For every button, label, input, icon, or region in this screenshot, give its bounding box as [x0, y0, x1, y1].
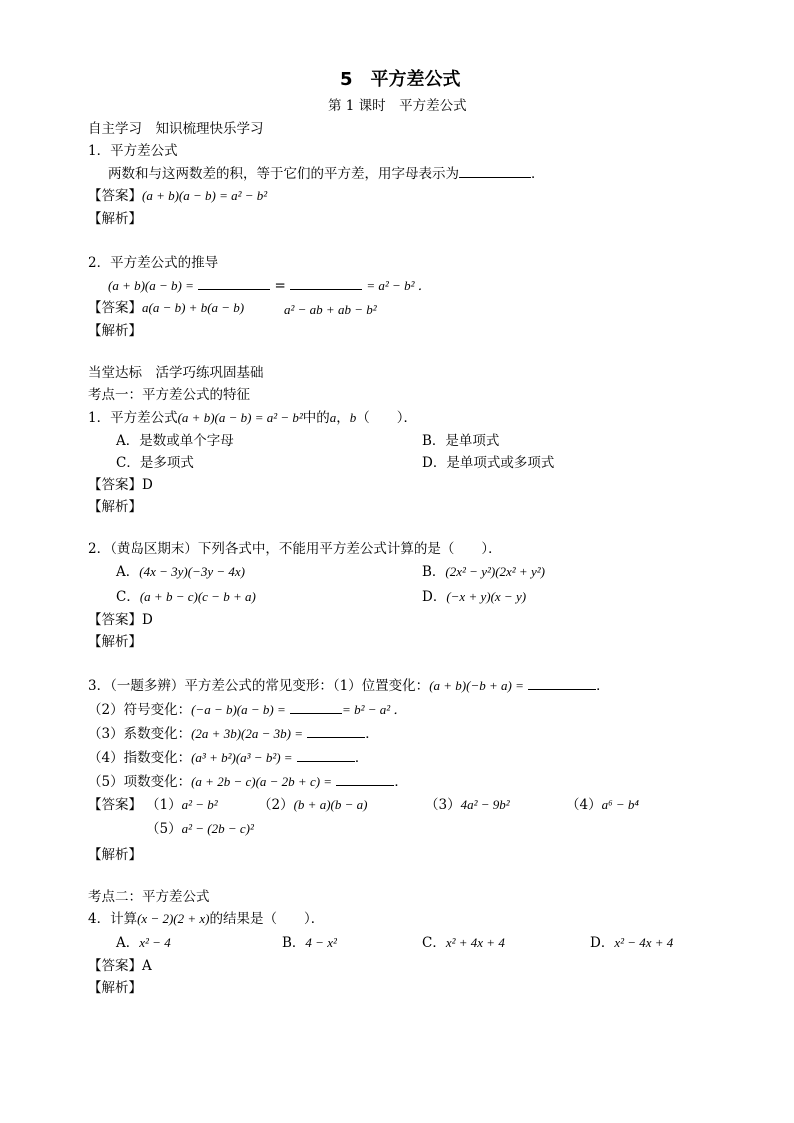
answer-expr: a² − (2b − c)²: [181, 821, 254, 836]
option-expr: 4 − x²: [305, 935, 337, 950]
problem-3-answer-4: [566, 796, 639, 814]
problem-2-option-d: [422, 588, 526, 606]
problem-3-explanation-label: 【解析】: [88, 847, 142, 863]
stem-text: 3．（一题多辨）平方差公式的常见变形：（1）位置变化：: [88, 678, 430, 694]
problem-2-option-b: [422, 563, 545, 581]
option-key: B．: [282, 935, 306, 951]
period: ．: [354, 750, 369, 766]
problem-4-option-a: [116, 934, 171, 952]
problem-4-option-c: [422, 934, 505, 952]
stem-text: 4．计算: [88, 911, 138, 927]
self-q1-explanation-label: 【解析】: [88, 211, 142, 227]
self-q1-text: [108, 164, 545, 183]
answer-key: （4）: [566, 797, 602, 813]
page-title: 5 平方差公式: [340, 69, 461, 90]
expr: (x − 2)(2 + x): [137, 911, 210, 926]
answer-part-1: a(a − b) + b(a − b): [142, 300, 245, 315]
section-heading-self-study: 自主学习 知识梳理快乐学习: [88, 121, 264, 137]
expr: (a + b)(−b + a) =: [429, 678, 524, 693]
answer-blank: [297, 748, 355, 762]
answer-blank: [307, 724, 365, 738]
formula: (a + b)(a − b) = a² − b²: [177, 410, 303, 425]
answer-key: （1）: [146, 797, 182, 813]
problem-2-option-c: [116, 588, 256, 606]
answer-expr: (b + a)(b − a): [293, 797, 368, 812]
self-q1-heading: 1．平方差公式: [88, 143, 178, 159]
period: ．: [394, 774, 408, 790]
stem-text: （2）符号变化：: [88, 702, 192, 718]
problem-4-explanation-label: 【解析】: [88, 980, 142, 996]
option-key: C．: [116, 589, 140, 605]
problem-1-answer: [88, 476, 153, 494]
problem-2-explanation-label: 【解析】: [88, 634, 142, 650]
option-key: D．: [422, 589, 447, 605]
option-expr: (a + b − c)(c − b + a): [139, 589, 256, 604]
option-key: A．: [116, 935, 140, 951]
answer-expr: a² − b²: [181, 797, 218, 812]
self-q2-answer: [88, 299, 244, 317]
answer-blank: [290, 700, 342, 714]
answer-label: 【答案】: [88, 797, 142, 813]
problem-4-stem: [88, 910, 324, 928]
stem-text: （5）项数变化：: [88, 774, 192, 790]
expr: (a + 2b − c)(a − 2b + c) =: [191, 774, 333, 789]
problem-3-line-2: [88, 700, 406, 719]
problem-2-answer: [88, 611, 153, 629]
self-q1-answer: [88, 187, 267, 205]
problem-1-stem: [88, 409, 417, 427]
answer-formula: (a + b)(a − b) = a² − b²: [142, 188, 268, 203]
answer-label: 【答案】: [88, 612, 142, 628]
option-expr: x² − 4: [139, 935, 171, 950]
expr: (−a − b)(a − b) =: [191, 702, 286, 717]
answer-key: （3）: [425, 797, 461, 813]
problem-1-option-a: A．是数或单个字母: [116, 433, 234, 449]
problem-3-line-1: [88, 676, 610, 695]
problem-3-answer-1: [146, 796, 218, 814]
problem-2-stem: 2．（黄岛区期末）下列各式中，不能用平方差公式计算的是（ ）．: [88, 541, 502, 557]
problem-3-answer-3: [425, 796, 510, 814]
option-key: B．: [422, 564, 446, 580]
problem-1-option-d: D．是单项式或多项式: [422, 455, 555, 471]
problem-3-answer-5: [146, 820, 254, 838]
variable-b: b: [349, 410, 357, 425]
answer-value: D: [142, 477, 153, 493]
answer-blank: [528, 676, 596, 690]
answer-expr: 4a² − 9b²: [460, 797, 510, 812]
stem-text: 1．平方差公式: [88, 410, 178, 426]
self-q2-heading: 2．平方差公式的推导: [88, 255, 219, 271]
answer-part-2: a² − ab + ab − b²: [284, 302, 377, 317]
option-expr: (−x + y)(x − y): [446, 589, 527, 604]
problem-2-option-a: [116, 563, 245, 581]
option-key: D．: [590, 935, 615, 951]
answer-label: 【答案】: [88, 188, 142, 204]
answer-label: 【答案】: [88, 300, 142, 316]
variable-a: a: [329, 410, 337, 425]
answer-key: （5）: [146, 821, 182, 837]
answer-label: 【答案】: [88, 958, 142, 974]
answer-blank-1: [198, 276, 270, 290]
expr: (a³ + b²)(a³ − b²) =: [191, 750, 293, 765]
stem-text: （ ）．: [356, 410, 418, 426]
topic-heading-1: 考点一：平方差公式的特征: [88, 387, 250, 403]
problem-1-option-c: C．是多项式: [116, 455, 194, 471]
equals-sign: =: [274, 278, 286, 294]
self-q1-statement: 两数和与这两数差的积，等于它们的平方差，用字母表示为: [108, 166, 459, 182]
answer-value: D: [142, 612, 153, 628]
problem-1-option-b: B．是单项式: [422, 433, 500, 449]
expr: (2a + 3b)(2a − 3b) =: [191, 726, 303, 741]
period: ．: [531, 166, 545, 182]
answer-blank: [336, 772, 394, 786]
problem-1-explanation-label: 【解析】: [88, 499, 142, 515]
period: ．: [365, 726, 379, 742]
answer-blank-2: [290, 276, 362, 290]
answer-label: 【答案】: [88, 477, 142, 493]
stem-text: （4）指数变化：: [88, 750, 192, 766]
answer-expr: a⁶ − b⁴: [601, 797, 639, 812]
stem-text: 中的: [302, 410, 330, 426]
problem-4-answer: [88, 957, 152, 975]
problem-3-line-3: [88, 724, 379, 743]
stem-text: 的结果是（ ）．: [209, 911, 325, 927]
option-expr: x² − 4x + 4: [614, 935, 674, 950]
separator: ，: [336, 410, 350, 426]
answer-blank: [459, 164, 531, 178]
derivation-lhs: (a + b)(a − b) =: [108, 278, 194, 293]
option-expr: (4x − 3y)(−3y − 4x): [139, 564, 245, 579]
problem-3-line-4: [88, 748, 368, 767]
problem-4-option-d: [590, 934, 673, 952]
topic-heading-2: 考点二：平方差公式: [88, 889, 210, 905]
stem-text: （3）系数变化：: [88, 726, 192, 742]
answer-value: A: [142, 958, 152, 974]
problem-3-answer-2: [258, 796, 367, 814]
problem-4-option-b: [282, 934, 337, 952]
option-expr: (2x² − y²)(2x² + y²): [445, 564, 545, 579]
option-key: C．: [422, 935, 446, 951]
option-expr: x² + 4x + 4: [445, 935, 505, 950]
derivation-rhs: = a² − b² ．: [366, 278, 431, 293]
page-subtitle: 第 1 课时 平方差公式: [328, 98, 467, 114]
option-key: A．: [116, 564, 140, 580]
self-q2-derivation: [108, 276, 431, 295]
problem-3-answer-row-1: [88, 796, 142, 814]
period: ．: [596, 678, 610, 694]
answer-key: （2）: [258, 797, 294, 813]
expr: = b² − a² ．: [342, 702, 407, 717]
self-q2-explanation-label: 【解析】: [88, 323, 142, 339]
section-heading-practice: 当堂达标 活学巧练巩固基础: [88, 365, 264, 381]
problem-3-line-5: [88, 772, 408, 791]
